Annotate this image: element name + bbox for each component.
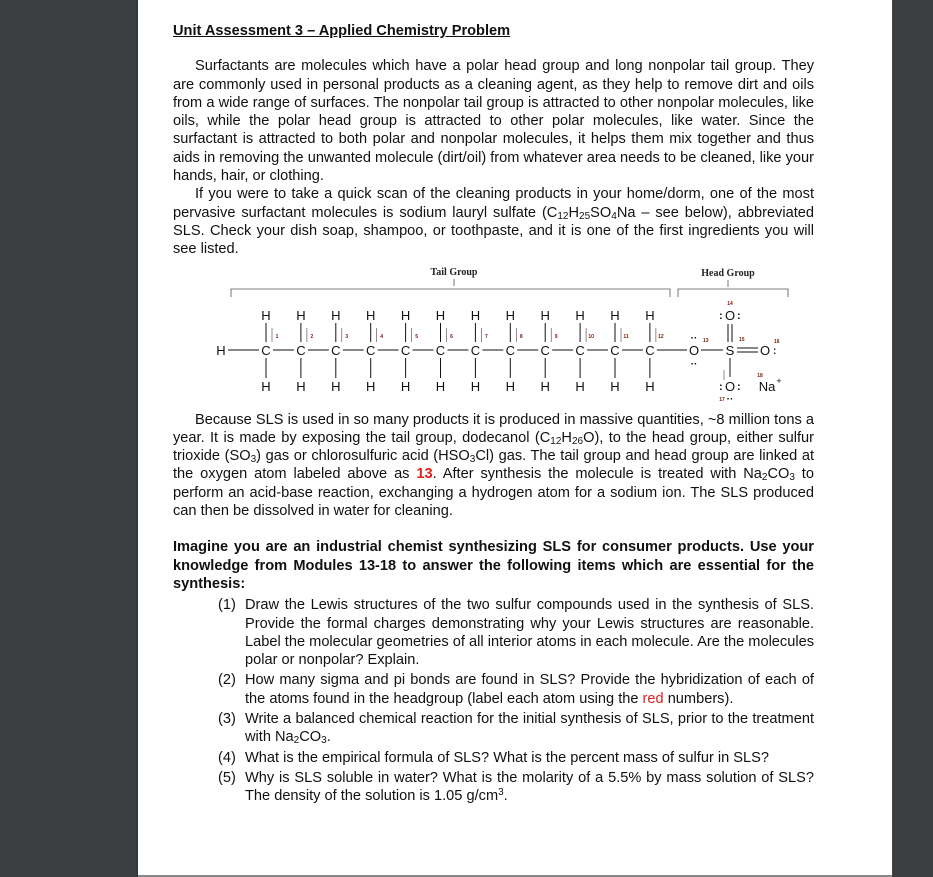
carbon-6: C bbox=[435, 342, 446, 358]
tail-group-label: Tail Group bbox=[430, 266, 478, 278]
carbon-11: C bbox=[610, 342, 620, 358]
hydrogen-top-6: H bbox=[435, 307, 446, 323]
hydrogen-bottom-5: H bbox=[400, 378, 411, 394]
hydrogen-top-11: H bbox=[610, 307, 620, 323]
task-prompt: Imagine you are an industrial chemist synthesizing SLS for consumer products. Use your knowledge from Modules 13-18 to answer the following items which are essential for the synthesis: bbox=[173, 539, 814, 592]
carbon-number-12: 12 bbox=[658, 333, 664, 340]
carbon-9: C bbox=[540, 342, 550, 358]
oxygen-17-lone-pair-bottom: ·· bbox=[726, 393, 734, 405]
hydrogen-bottom-8: H bbox=[505, 378, 515, 394]
head-group-bracket bbox=[678, 289, 788, 297]
carbon-number-7: 7 bbox=[485, 333, 488, 340]
oxygen-14-lone-pair-left: : bbox=[719, 309, 723, 322]
oxygen-16: O bbox=[759, 342, 771, 358]
hydrogen-top-7: H bbox=[470, 307, 481, 323]
sulfur-number-15: 15 bbox=[739, 336, 745, 343]
oxygen-13-reference: 13 bbox=[416, 466, 433, 483]
oxygen-13: O bbox=[688, 342, 700, 358]
carbon-number-3: 3 bbox=[345, 333, 349, 340]
hydrogen-top-4: H bbox=[366, 307, 376, 323]
question-5: (5) Why is SLS soluble in water? What is the molarity of a 5.5% by mass solution of SLS? The density of the solution is 1.05 $g/cm^3$. bbox=[218, 769, 814, 805]
oxygen-17-lone-pair-left: : bbox=[719, 380, 723, 393]
hydrogen-bottom-7: H bbox=[470, 378, 481, 394]
carbon-number-6: 6 bbox=[450, 333, 453, 340]
hydrogen-bottom-3: H bbox=[331, 378, 341, 394]
terminal-hydrogen: H bbox=[216, 342, 226, 358]
intro-paragraph-2: If you were to take a quick scan of the cleaning products in your home/dorm, one of the most pervasive surfactant molecules is sodium lauryl sulfate ($C_{12}H_{25}SO_4Na$ – see below), abbreviated SLS. Check your dish soap, shampoo, or toothpaste, and it is one of the first ingredients you will see listed. bbox=[173, 186, 814, 258]
carbon-3: C bbox=[331, 342, 341, 358]
page-content bbox=[173, 22, 814, 808]
oxygen-number-14: 14 bbox=[727, 300, 733, 307]
carbon-number-11: 11 bbox=[623, 333, 629, 340]
oxygen-17-lone-pair-right: : bbox=[737, 380, 741, 393]
carbon-7: C bbox=[470, 342, 481, 358]
carbon-1: C bbox=[261, 342, 271, 358]
oxygen-14: O bbox=[724, 307, 736, 323]
oxygen-13-lone-pair-top: ·· bbox=[690, 332, 698, 344]
document-page bbox=[138, 0, 892, 877]
intro-paragraph-1: Surfactants are molecules which have a polar head group and long nonpolar tail group. They are commonly used in personal products as a cleaning agent, as they help to remove dirt and oils from a wide range of surfaces. The nonpolar tail group is attracted to other nonpolar molecules, like oils, while the polar head group is attracted to other polar molecules, like water. Since the surfactant is attracted to both polar and nonpolar molecules, it helps them mix together and thus aids in removing the unwanted molecule (dirt/oil) from whatever area needs to be cleaned, like your hands, hair, or clothing. bbox=[173, 58, 814, 185]
hydrogen-top-8: H bbox=[505, 307, 515, 323]
sodium-ion: Na bbox=[758, 378, 776, 394]
oxygen-number-16: 16 bbox=[774, 338, 780, 345]
hydrogen-top-12: H bbox=[645, 307, 655, 323]
question-list bbox=[173, 596, 814, 805]
hydrogen-top-2: H bbox=[296, 307, 306, 323]
sls-structure-diagram bbox=[173, 259, 814, 411]
oxygen-number-13: 13 bbox=[703, 337, 709, 344]
hydrogen-bottom-12: H bbox=[645, 378, 655, 394]
hydrogen-top-5: H bbox=[400, 307, 411, 323]
synthesis-paragraph: Because SLS is used in so many products it is produced in massive quantities, ~8 million tons a year. It is made by exposing the tail group, dodecanol $(C_{12}H_{26}O)$, to the head group, either sulfur trioxide $(SO_3)$ gas or chlorosulfuric acid $(HSO_3Cl)$ gas. The tail group and head group are linked at the oxygen atom labeled above as 13. After synthesis the molecule is treated with $Na_2CO_3$ to perform an acid-base reaction, exchanging a hydrogen atom for a sodium ion. The SLS produced can then be dissolved in water for cleaning. bbox=[173, 411, 815, 520]
carbon-10: C bbox=[575, 342, 585, 358]
hydrogen-bottom-4: H bbox=[366, 378, 376, 394]
carbon-8: C bbox=[505, 342, 515, 358]
carbon-number-2: 2 bbox=[310, 333, 314, 340]
carbon-2: C bbox=[296, 342, 306, 358]
carbon-number-9: 9 bbox=[554, 333, 558, 340]
carbon-number-4: 4 bbox=[380, 333, 384, 340]
carbon-number-10: 10 bbox=[588, 333, 594, 340]
carbon-number-8: 8 bbox=[519, 333, 523, 340]
oxygen-13-lone-pair-bottom: ·· bbox=[690, 358, 698, 370]
oxygen-17: O bbox=[724, 378, 736, 394]
hydrogen-top-9: H bbox=[540, 307, 550, 323]
sulfur-15: S bbox=[725, 342, 735, 358]
question-2: (2) How many sigma and pi bonds are found in SLS? Provide the hybridization of each of the atoms found in the headgroup (label each atom using the red numbers). bbox=[218, 672, 814, 707]
head-group-label: Head Group bbox=[701, 267, 755, 279]
tail-group-bracket bbox=[231, 289, 670, 297]
oxygen-number-17: 17 bbox=[719, 396, 725, 403]
carbon-12: C bbox=[645, 342, 655, 358]
oxygen-number-18: 18 bbox=[757, 372, 763, 379]
question-1: (1) Draw the Lewis structures of the two sulfur compounds used in the synthesis of SLS. Provide the formal charges demonstrating why your Lewis structures are reasonable. Label the molecular geometries of all interior atoms in each molecule. Are the molecules polar or nonpolar? Explain. bbox=[218, 597, 814, 669]
question-4: (4) What is the empirical formula of SLS? What is the percent mass of sulfur in SLS? bbox=[218, 749, 769, 766]
hydrogen-bottom-10: H bbox=[575, 378, 585, 394]
sls-lewis-structure bbox=[173, 259, 814, 411]
carbon-5: C bbox=[400, 342, 411, 358]
carbon-number-5: 5 bbox=[415, 333, 418, 340]
carbon-4: C bbox=[366, 342, 376, 358]
hydrogen-bottom-2: H bbox=[296, 378, 306, 394]
hydrogen-top-10: H bbox=[575, 307, 585, 323]
oxygen-16-lone-pair: : bbox=[773, 345, 777, 357]
carbon-number-1: 1 bbox=[275, 333, 279, 340]
question-3: (3) Write a balanced chemical reaction for the initial synthesis of SLS, prior to the treatment with $Na_2CO_3$. bbox=[218, 711, 814, 747]
hydrogen-bottom-1: H bbox=[261, 378, 271, 394]
sodium-charge: + bbox=[776, 375, 782, 386]
hydrogen-bottom-11: H bbox=[610, 378, 620, 394]
oxygen-14-lone-pair-right: : bbox=[737, 309, 741, 322]
hydrogen-top-1: H bbox=[261, 307, 271, 323]
viewer-left-margin bbox=[0, 0, 138, 877]
page-title: Unit Assessment 3 – Applied Chemistry Problem bbox=[173, 23, 511, 39]
hydrogen-bottom-6: H bbox=[435, 378, 446, 394]
viewer-right-margin bbox=[893, 0, 933, 877]
hydrogen-top-3: H bbox=[331, 307, 341, 323]
hydrogen-bottom-9: H bbox=[540, 378, 550, 394]
